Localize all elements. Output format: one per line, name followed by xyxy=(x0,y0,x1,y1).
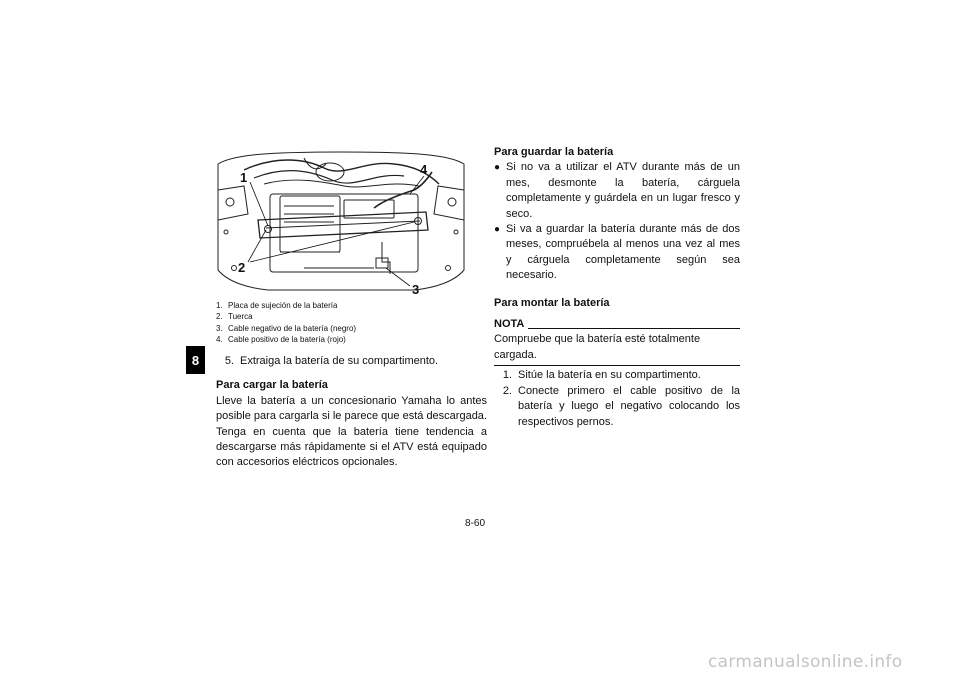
caption-number: 4. xyxy=(216,334,223,344)
bullet-item xyxy=(494,160,740,222)
install-heading: Para montar la batería xyxy=(494,296,610,309)
nota-label: NOTA xyxy=(494,318,525,331)
step-number: 5. xyxy=(224,355,234,367)
store-heading: Para guardar la batería xyxy=(494,146,614,158)
caption-text: Cable positivo de la batería (rojo) xyxy=(228,334,346,344)
step-text: Extraiga la batería de su compartimento. xyxy=(240,355,439,367)
nota-rule xyxy=(528,328,740,329)
battery-figure xyxy=(214,150,468,298)
caption-text: Placa de sujeción de la batería xyxy=(228,301,338,310)
step-text: Sitúe la batería en su compartimento. xyxy=(518,369,701,382)
callout-2: 2 xyxy=(238,260,246,275)
battery-illustration xyxy=(214,150,468,298)
right-column xyxy=(494,145,740,430)
step-text: Conecte primero el cable positivo de la batería y luego el negativo colocando los respectivos pernos. xyxy=(518,384,740,428)
bullet-item xyxy=(494,222,740,284)
step-number: 1. xyxy=(502,369,512,382)
caption-item xyxy=(216,323,486,334)
charge-paragraph: Lleve la batería a un concesionario Yamaha lo antes posible para cargarla si le parece que está descargada. Tenga en cuenta que la batería tiene tendencia a descargarse más rápidamente si el ATV está equipado con accesorios eléctricos opcionales. xyxy=(216,394,487,469)
page-number: 8-60 xyxy=(465,518,486,529)
caption-text: Cable negativo de la batería (negro) xyxy=(228,323,357,333)
step-item xyxy=(216,354,487,369)
caption-number: 1. xyxy=(216,301,223,310)
nota-end-rule xyxy=(494,365,740,366)
bullet-text: Si no va a utilizar el ATV durante más de un mes, desmonte la batería, cárguela completamente y guárdela en un lugar fresco y seco. xyxy=(506,161,740,220)
caption-item xyxy=(216,300,486,311)
figure-captions xyxy=(216,300,486,345)
caption-item xyxy=(216,334,486,345)
callout-3: 3 xyxy=(412,282,420,297)
callout-4: 4 xyxy=(420,162,428,177)
callout-1: 1 xyxy=(240,170,248,185)
nota-header xyxy=(494,317,740,332)
bullet-text: Si va a guardar la batería durante más de dos meses, compruébela al menos una vez al mes y cárguela completamente según sea necesario. xyxy=(506,223,740,282)
charge-heading: Para cargar la batería xyxy=(216,379,328,392)
nota-text: Compruebe que la batería esté totalmente cargada. xyxy=(494,333,701,361)
left-column xyxy=(216,354,487,471)
caption-text: Tuerca xyxy=(228,312,253,322)
caption-item xyxy=(216,311,486,322)
caption-number: 2. xyxy=(216,312,223,322)
bullet-icon: ● xyxy=(494,162,501,174)
chapter-tab: 8 xyxy=(186,346,205,374)
watermark: carmanualsonline.info xyxy=(708,652,903,672)
caption-number: 3. xyxy=(216,323,223,333)
step-number: 2. xyxy=(502,384,512,397)
bullet-icon: ● xyxy=(494,224,501,236)
step-item xyxy=(494,368,740,383)
step-item xyxy=(494,384,740,430)
